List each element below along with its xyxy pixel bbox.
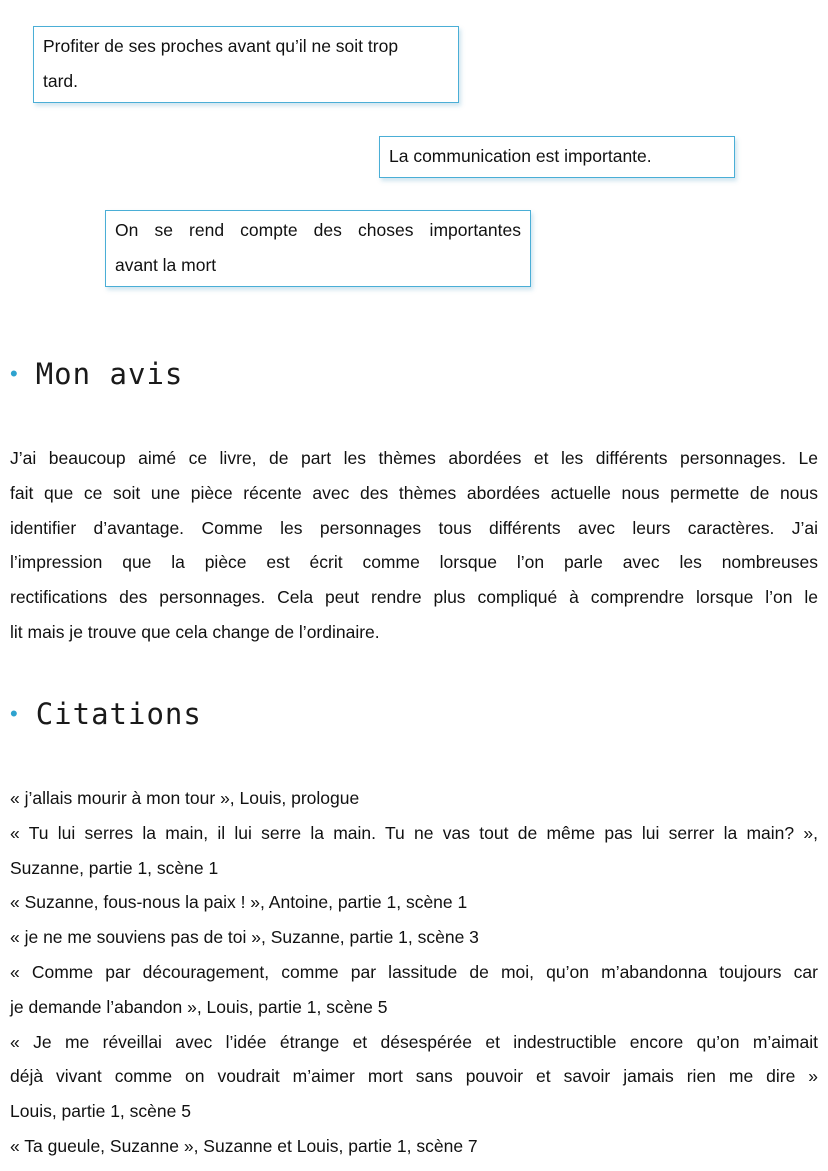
section-heading-citations xyxy=(10,697,202,731)
citation-line: « Comme par découragement, comme par lassitude de moi, qu’on m’abandonna toujours car xyxy=(10,961,818,982)
citation-line: « je ne me souviens pas de toi », Suzanne, partie 1, scène 3 xyxy=(10,927,479,948)
citation-line: « Suzanne, fous-nous la paix ! », Antoine, partie 1, scène 1 xyxy=(10,892,468,913)
avis-line: fait que ce soit une pièce récente avec des thèmes abordées actuelle nous permette de nous xyxy=(10,482,818,503)
theme-box-1 xyxy=(33,26,459,103)
theme-box-3-line-1: On se rend compte des choses importantes xyxy=(115,220,521,240)
citation-line: « Tu lui serres la main, il lui serre la main. Tu ne vas tout de même pas lui serrer la main? », xyxy=(10,822,818,843)
avis-paragraph xyxy=(10,441,818,650)
citation-line: Louis, partie 1, scène 5 xyxy=(10,1101,191,1122)
theme-box-2-line-1: La communication est importante. xyxy=(389,146,652,166)
bullet-icon: • xyxy=(10,701,19,726)
citation-line: « j’allais mourir à mon tour », Louis, prologue xyxy=(10,788,360,808)
theme-box-3 xyxy=(105,210,531,287)
section-heading-avis xyxy=(10,357,183,391)
theme-box-2 xyxy=(379,136,735,178)
avis-line: lit mais je trouve que cela change de l’ordinaire. xyxy=(10,621,380,642)
citation-line: déjà vivant comme on voudrait m’aimer mort sans pouvoir et savoir jamais rien me dire » xyxy=(10,1066,818,1087)
avis-line: J’ai beaucoup aimé ce livre, de part les thèmes abordées et les différents personnages. Le xyxy=(10,448,818,468)
avis-line: l’impression que la pièce est écrit comme lorsque l’on parle avec les nombreuses xyxy=(10,552,818,573)
citation-line: « Je me réveillai avec l’idée étrange et désespérée et indestructible encore qu’on m’aimait xyxy=(10,1031,818,1052)
citations-list xyxy=(10,781,818,1164)
theme-box-3-line-2: avant la mort xyxy=(115,255,217,275)
avis-line: rectifications des personnages. Cela peut rendre plus compliqué à comprendre lorsque l’on le xyxy=(10,587,818,608)
citation-line: « Ta gueule, Suzanne », Suzanne et Louis, partie 1, scène 7 xyxy=(10,1135,478,1156)
bullet-icon: • xyxy=(10,361,19,386)
section-title-avis: Mon avis xyxy=(35,357,184,391)
citation-line: je demande l’abandon », Louis, partie 1, scène 5 xyxy=(10,996,388,1017)
avis-line: identifier d’avantage. Comme les personnages tous différents avec leurs caractères. J’ai xyxy=(10,517,818,538)
theme-box-1-line-1: Profiter de ses proches avant qu’il ne soit trop xyxy=(43,36,399,56)
citation-line: Suzanne, partie 1, scène 1 xyxy=(10,857,219,878)
theme-box-1-line-2: tard. xyxy=(43,71,79,91)
section-title-citations: Citations xyxy=(35,697,202,731)
